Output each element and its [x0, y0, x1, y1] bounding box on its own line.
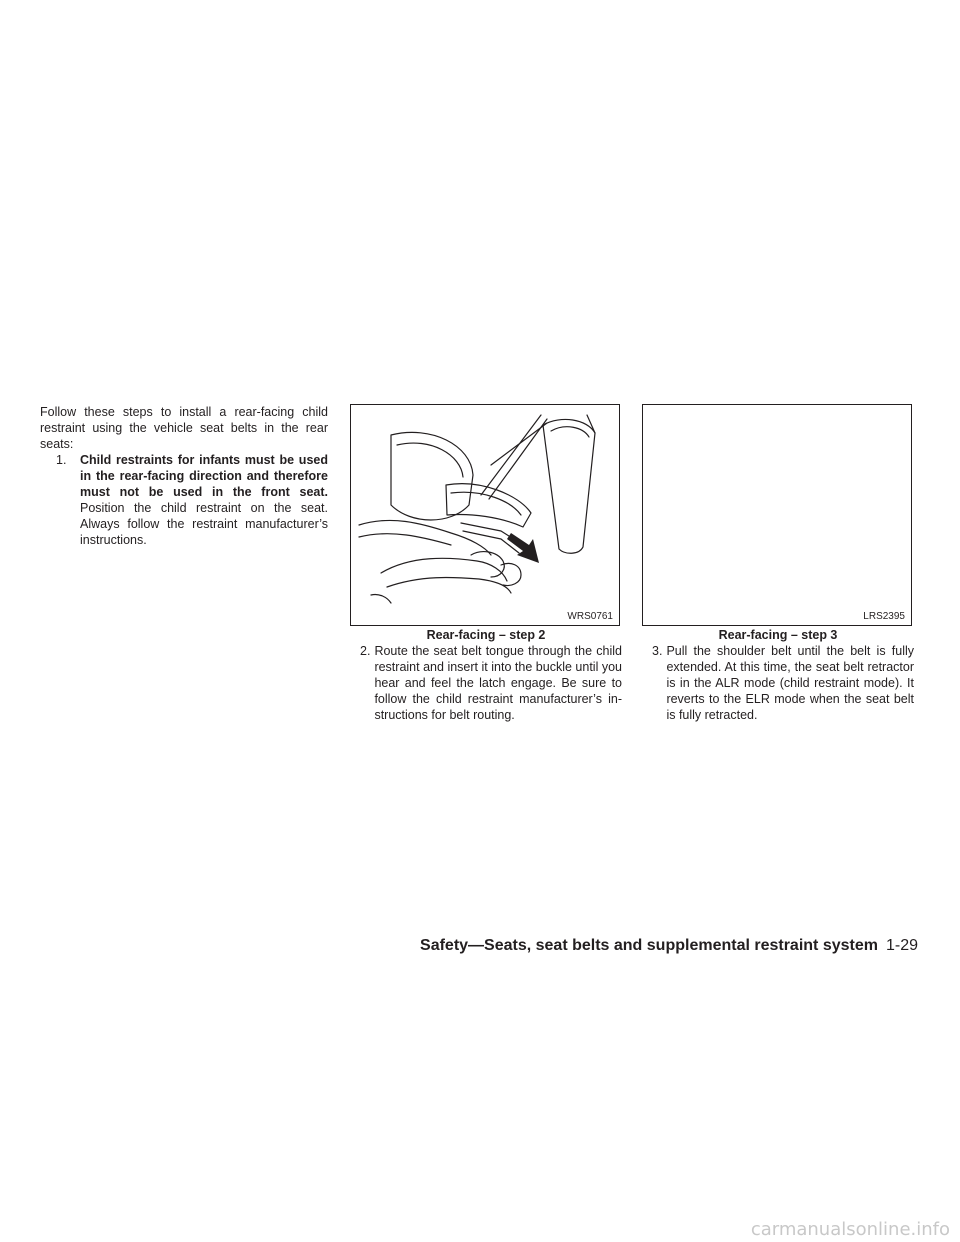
- figure-2-caption: Rear-facing – step 2: [426, 628, 546, 642]
- step-2-number: 2.: [360, 644, 371, 658]
- figure-3-caption: Rear-facing – step 3: [718, 628, 838, 642]
- section-title: Safety—Seats, seat belts and supplemental restraint system: [420, 937, 878, 954]
- step-2: [360, 643, 622, 723]
- figure-3-code: LRS2395: [863, 611, 905, 622]
- page-footer: [0, 936, 918, 956]
- rear-facing-child-seat-belt-illustration: [351, 405, 619, 625]
- intro-paragraph: Follow these steps to install a rear-facing child restraint using the vehicle seat belts in the rear seats:: [40, 405, 328, 451]
- step-1-text: Position the child restraint on the seat. Always follow the restraint manufacturer’s instructions.: [80, 501, 328, 547]
- step-3: [652, 643, 914, 723]
- page-number: 1-29: [885, 937, 918, 954]
- column-2: [350, 404, 622, 723]
- column-1: [40, 404, 328, 548]
- column-3: [642, 404, 914, 723]
- step-3-number: 3.: [652, 644, 663, 658]
- step-1-number: 1.: [56, 453, 67, 467]
- step-1: [56, 452, 328, 548]
- step-2-text: Route the seat belt tongue through the child restraint and insert it into the buckle until you hear and feel the latch engage. Be sure to follow the child restraint manufacturer’s in-structions for belt routing.: [374, 644, 622, 722]
- figure-rear-facing-step-3: [642, 404, 912, 626]
- watermark: carmanualsonline.info: [750, 1219, 950, 1240]
- figure-2-code: WRS0761: [567, 611, 613, 622]
- step-1-warning: Child restraints for infants must be used in the rear-facing direction and therefore must not be used in the front seat.: [80, 453, 328, 499]
- step-3-text: Pull the shoulder belt until the belt is fully extended. At this time, the seat belt retractor is in the ALR mode (child restraint mode). It reverts to the ELR mode when the seat belt is fully retracted.: [666, 644, 914, 722]
- step-1-body: [80, 452, 328, 548]
- figure-rear-facing-step-2: [350, 404, 620, 626]
